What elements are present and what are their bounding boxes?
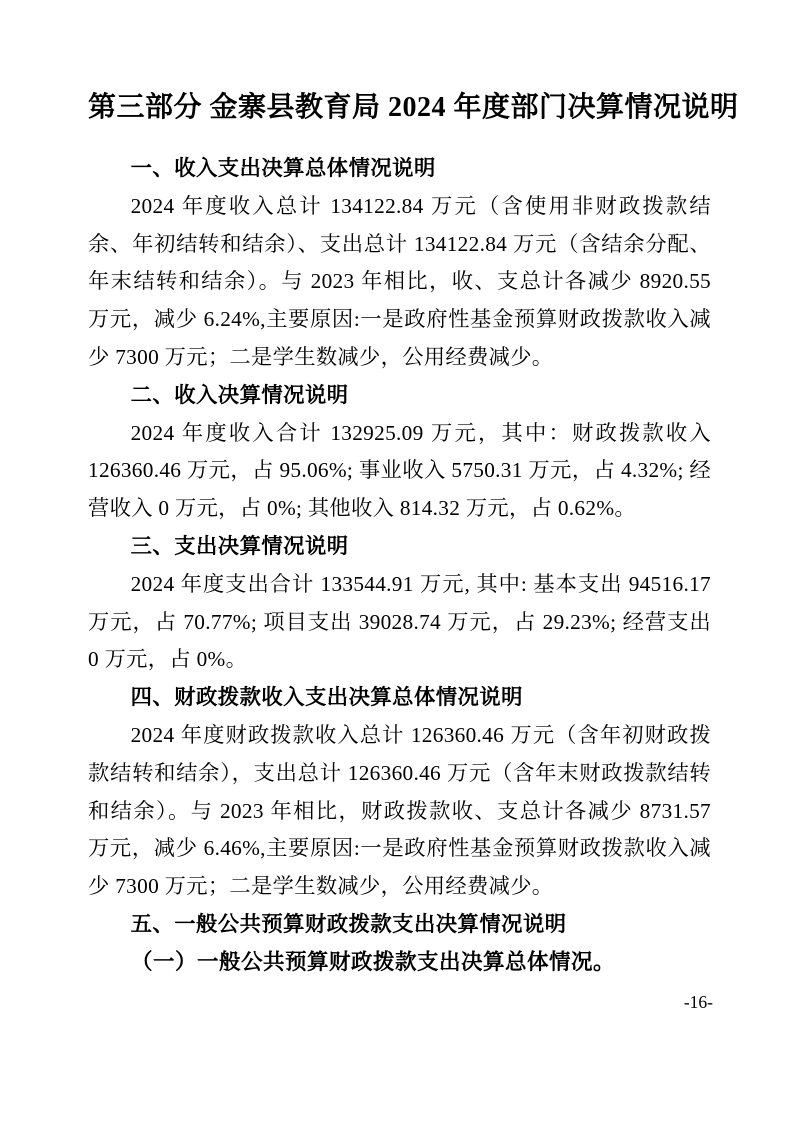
section-general-public-budget [88,906,711,982]
section-1-heading: 一、收入支出决算总体情况说明 [130,156,436,180]
section-2-paragraph: 2024 年度收入合计 132925.09 万元，其中：财政拨款收入 126360.46 万元，占 95.06%; 事业收入 5750.31 万元，占 4.32%; 经营收入 0 万元，占 0%; 其他收入 814.32 万元，占 0.62%。 [88,420,711,521]
page-number: -16- [683,992,713,1012]
section-fiscal-appropriation-overview [88,679,711,906]
section-3-heading: 三、支出决算情况说明 [130,533,349,558]
section-4-paragraph: 2024 年度财政拨款收入总计 126360.46 万元（含年初财政拨款结转和结余），支出总计 126360.46 万元（含年末财政拨款结转和结余）。与 2023 年相比，财政拨款收、支总计各减少 8731.57 万元，减少 6.46%,主要原因:一是政府性基金预算财政拨款收入减少 7300 万元；二是学生数减少，公用经费减少。 [88,722,711,899]
section-income-expenditure-overview [88,150,711,377]
section-income-details [88,377,711,528]
section-4-heading: 四、财政拨款收入支出决算总体情况说明 [130,685,523,710]
section-1-paragraph: 2024 年度收入总计 134122.84 万元（含使用非财政拨款结余、年初结转和结余）、支出总计 134122.84 万元（含结余分配、年末结转和结余）。与 2023 年相比，收、支总计各减少 8920.55 万元，减少 6.24%,主要原因:一是政府性基金预算财政拨款收入减少 7300 万元；二是学生数减少，公用经费减少。 [88,193,711,369]
section-5-subheading: （一）一般公共预算财政拨款支出决算总体情况。 [131,949,616,974]
document-title: 第三部分 金寨县教育局 2024 年度部门决算情况说明 [88,92,739,123]
section-2-heading: 二、收入决算情况说明 [130,382,349,407]
document-content [88,90,739,982]
section-3-paragraph: 2024 年度支出合计 133544.91 万元, 其中: 基本支出 94516.17 万元，占 70.77%; 项目支出 39028.74 万元，占 29.23%; 经营支出 0 万元，占 0%。 [88,571,711,672]
section-5-heading: 五、一般公共预算财政拨款支出决算情况说明 [130,911,567,936]
section-expenditure-details [88,528,711,679]
